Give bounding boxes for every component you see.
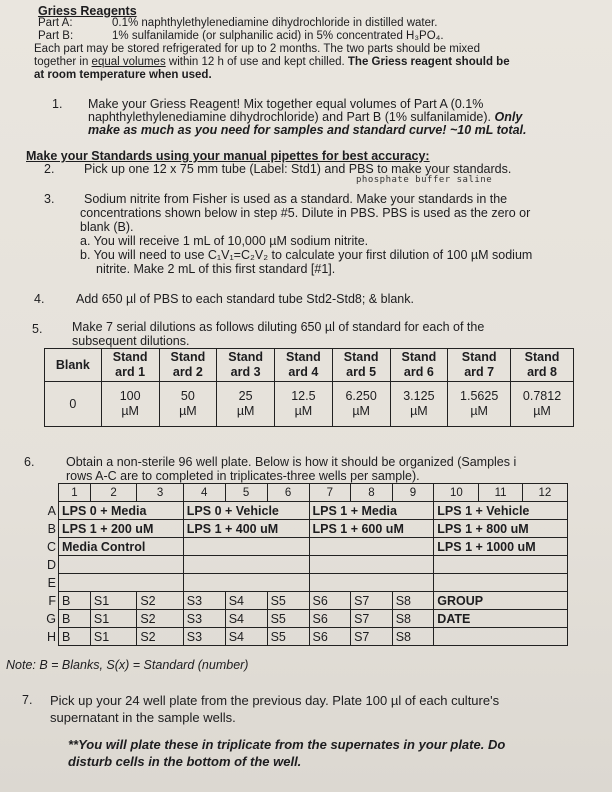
header-standard-4: Stand ard 4 — [275, 349, 333, 382]
well: S7 — [351, 628, 393, 646]
column-8: 8 — [351, 484, 393, 502]
group-label: GROUP — [434, 592, 568, 610]
well-plate-table — [46, 483, 568, 646]
plate-row-b — [46, 520, 568, 538]
column-7: 7 — [309, 484, 351, 502]
plate-row-f — [46, 592, 568, 610]
plate-row-e — [46, 574, 568, 592]
standards-heading: Make your Standards using your manual pipettes for best accuracy: — [26, 149, 430, 163]
well: S7 — [351, 592, 393, 610]
row-label-h: H — [46, 629, 56, 644]
well: S6 — [309, 610, 351, 628]
column-6: 6 — [267, 484, 309, 502]
corner-cell — [46, 484, 59, 502]
step-4-text: Add 650 µl of PBS to each standard tube Std2-Std8; & blank. — [76, 292, 414, 306]
column-10: 10 — [434, 484, 479, 502]
well: S3 — [183, 628, 225, 646]
step-3-b-1: b. You will need to use C₁V₁=C₂V₂ to calculate your first dilution of 100 µM sodium — [80, 248, 533, 262]
well: S4 — [225, 592, 267, 610]
well-group: LPS 1 + 1000 uM — [434, 538, 568, 556]
standards-value-row — [45, 382, 574, 427]
plate-column-header-row — [46, 484, 568, 502]
well-group: Media Control — [59, 538, 184, 556]
step-1-line-2: naphthylethylenediamine dihydrochloride) and Part B (1% sulfanilamide). Only — [88, 110, 523, 124]
well-group: LPS 1 + 800 uM — [434, 520, 568, 538]
well: S2 — [137, 592, 183, 610]
header-standard-1: Stand ard 1 — [101, 349, 159, 382]
well-group — [183, 556, 309, 574]
row-label-b: B — [47, 521, 56, 536]
value-blank: 0 — [45, 382, 102, 427]
value-standard-1: 100 µM — [101, 382, 159, 427]
value-standard-7: 1.5625 µM — [448, 382, 511, 427]
plate-row-a — [46, 502, 568, 520]
blank-label — [434, 628, 568, 646]
well: S3 — [183, 592, 225, 610]
well: S6 — [309, 592, 351, 610]
row-label-g: G — [46, 611, 56, 626]
step-1-number: 1. — [52, 97, 63, 111]
step-7-number: 7. — [22, 693, 33, 707]
well: S7 — [351, 610, 393, 628]
well: S8 — [392, 628, 434, 646]
well: S8 — [392, 610, 434, 628]
column-2: 2 — [90, 484, 136, 502]
well: S5 — [267, 628, 309, 646]
storage-line-1: Each part may be stored refrigerated for up to 2 months. The two parts should be mixed — [34, 43, 480, 55]
well: B — [59, 628, 91, 646]
plate-row-g — [46, 610, 568, 628]
note-text: Note: B = Blanks, S(x) = Standard (number) — [6, 658, 249, 672]
value-standard-3: 25 µM — [217, 382, 275, 427]
well-group — [59, 556, 184, 574]
step-7-line-3: **You will plate these in triplicate from the supernates in your plate. Do — [68, 737, 506, 752]
well-group: LPS 1 + 400 uM — [183, 520, 309, 538]
plate-row-c — [46, 538, 568, 556]
well-group — [183, 574, 309, 592]
storage-line-2: together in equal volumes within 12 h of use and kept chilled. The Griess reagent should be — [34, 56, 510, 68]
well-group: LPS 1 + 200 uM — [59, 520, 184, 538]
row-label-e: E — [47, 575, 56, 590]
well: S6 — [309, 628, 351, 646]
row-label-d: D — [46, 557, 56, 572]
storage-line-3: at room temperature when used. — [34, 69, 212, 81]
header-standard-7: Stand ard 7 — [448, 349, 511, 382]
step-7-line-2: supernatant in the sample wells. — [50, 710, 236, 725]
plate-row-d — [46, 556, 568, 574]
part-a-label: Part A: — [38, 17, 73, 29]
step-6-line-1: Obtain a non-sterile 96 well plate. Below is how it should be organized (Samples i — [66, 455, 517, 469]
well-group — [434, 574, 568, 592]
column-9: 9 — [392, 484, 434, 502]
well-group: LPS 0 + Vehicle — [183, 502, 309, 520]
well: B — [59, 610, 91, 628]
well-group: LPS 1 + 600 uM — [309, 520, 434, 538]
step-2-number: 2. — [44, 162, 55, 176]
step-3-number: 3. — [44, 192, 55, 206]
well: S8 — [392, 592, 434, 610]
column-1: 1 — [59, 484, 91, 502]
header-standard-2: Stand ard 2 — [159, 349, 217, 382]
well-group: LPS 0 + Media — [59, 502, 184, 520]
well: S4 — [225, 610, 267, 628]
well: S4 — [225, 628, 267, 646]
step-3-line-2: concentrations shown below in step #5. Dilute in PBS. PBS is used as the zero or — [80, 206, 531, 220]
part-b-text: 1% sulfanilamide (or sulphanilic acid) in 5% concentrated H₃PO₄. — [112, 30, 444, 42]
well: S3 — [183, 610, 225, 628]
step-5-line-1: Make 7 serial dilutions as follows diluting 650 µl of standard for each of the — [72, 320, 485, 334]
value-standard-5: 6.250 µM — [332, 382, 390, 427]
column-3: 3 — [137, 484, 183, 502]
reagents-title: Griess Reagents — [38, 4, 137, 18]
row-label-a: A — [47, 503, 56, 518]
well-group: LPS 1 + Media — [309, 502, 434, 520]
plate-row-h — [46, 628, 568, 646]
column-5: 5 — [225, 484, 267, 502]
well: B — [59, 592, 91, 610]
well-group: LPS 1 + Vehicle — [434, 502, 568, 520]
handwritten-note: phosphate buffer saline — [356, 175, 493, 185]
step-3-line-3: blank (B). — [80, 220, 134, 234]
standards-table — [44, 348, 574, 427]
step-5-line-2: subsequent dilutions. — [72, 334, 190, 348]
well-group — [309, 574, 434, 592]
column-4: 4 — [183, 484, 225, 502]
step-3-a: a. You will receive 1 mL of 10,000 µM sodium nitrite. — [80, 234, 369, 248]
well: S1 — [90, 592, 136, 610]
step-6-number: 6. — [24, 455, 35, 469]
standards-header-row — [45, 349, 574, 382]
step-6-line-2: rows A-C are to completed in triplicates-three wells per sample). — [66, 469, 420, 483]
value-standard-4: 12.5 µM — [275, 382, 333, 427]
step-7-line-4: disturb cells in the bottom of the well. — [68, 754, 302, 769]
well-group — [309, 538, 434, 556]
step-2-text: Pick up one 12 x 75 mm tube (Label: Std1) and PBS to make your standards. — [84, 162, 512, 176]
step-4-number: 4. — [34, 292, 45, 306]
well-group — [309, 556, 434, 574]
well-group — [183, 538, 309, 556]
header-blank: Blank — [45, 349, 102, 382]
step-1-line-3: make as much as you need for samples and standard curve! ~10 mL total. — [88, 123, 527, 137]
value-standard-6: 3.125 µM — [390, 382, 448, 427]
value-standard-8: 0.7812 µM — [511, 382, 574, 427]
part-b-label: Part B: — [38, 30, 74, 42]
row-label-c: C — [46, 539, 56, 554]
part-a-text: 0.1% naphthylethylenediamine dihydrochloride in distilled water. — [112, 17, 438, 29]
step-3-b-2: nitrite. Make 2 mL of this first standard [#1]. — [96, 262, 336, 276]
well-group — [59, 574, 184, 592]
well: S2 — [137, 610, 183, 628]
well: S2 — [137, 628, 183, 646]
well-group — [434, 556, 568, 574]
header-standard-8: Stand ard 8 — [511, 349, 574, 382]
header-standard-5: Stand ard 5 — [332, 349, 390, 382]
date-label: DATE — [434, 610, 568, 628]
step-5-number: 5. — [32, 322, 43, 336]
step-7-line-1: Pick up your 24 well plate from the previous day. Plate 100 µl of each culture's — [50, 693, 500, 708]
step-1-line-1: Make your Griess Reagent! Mix together equal volumes of Part A (0.1% — [88, 97, 484, 111]
header-standard-6: Stand ard 6 — [390, 349, 448, 382]
column-11: 11 — [479, 484, 522, 502]
value-standard-2: 50 µM — [159, 382, 217, 427]
well: S5 — [267, 610, 309, 628]
column-12: 12 — [522, 484, 567, 502]
well: S5 — [267, 592, 309, 610]
well: S1 — [90, 610, 136, 628]
header-standard-3: Stand ard 3 — [217, 349, 275, 382]
well: S1 — [90, 628, 136, 646]
step-3-line-1: Sodium nitrite from Fisher is used as a standard. Make your standards in the — [84, 192, 508, 206]
row-label-f: F — [48, 593, 56, 608]
